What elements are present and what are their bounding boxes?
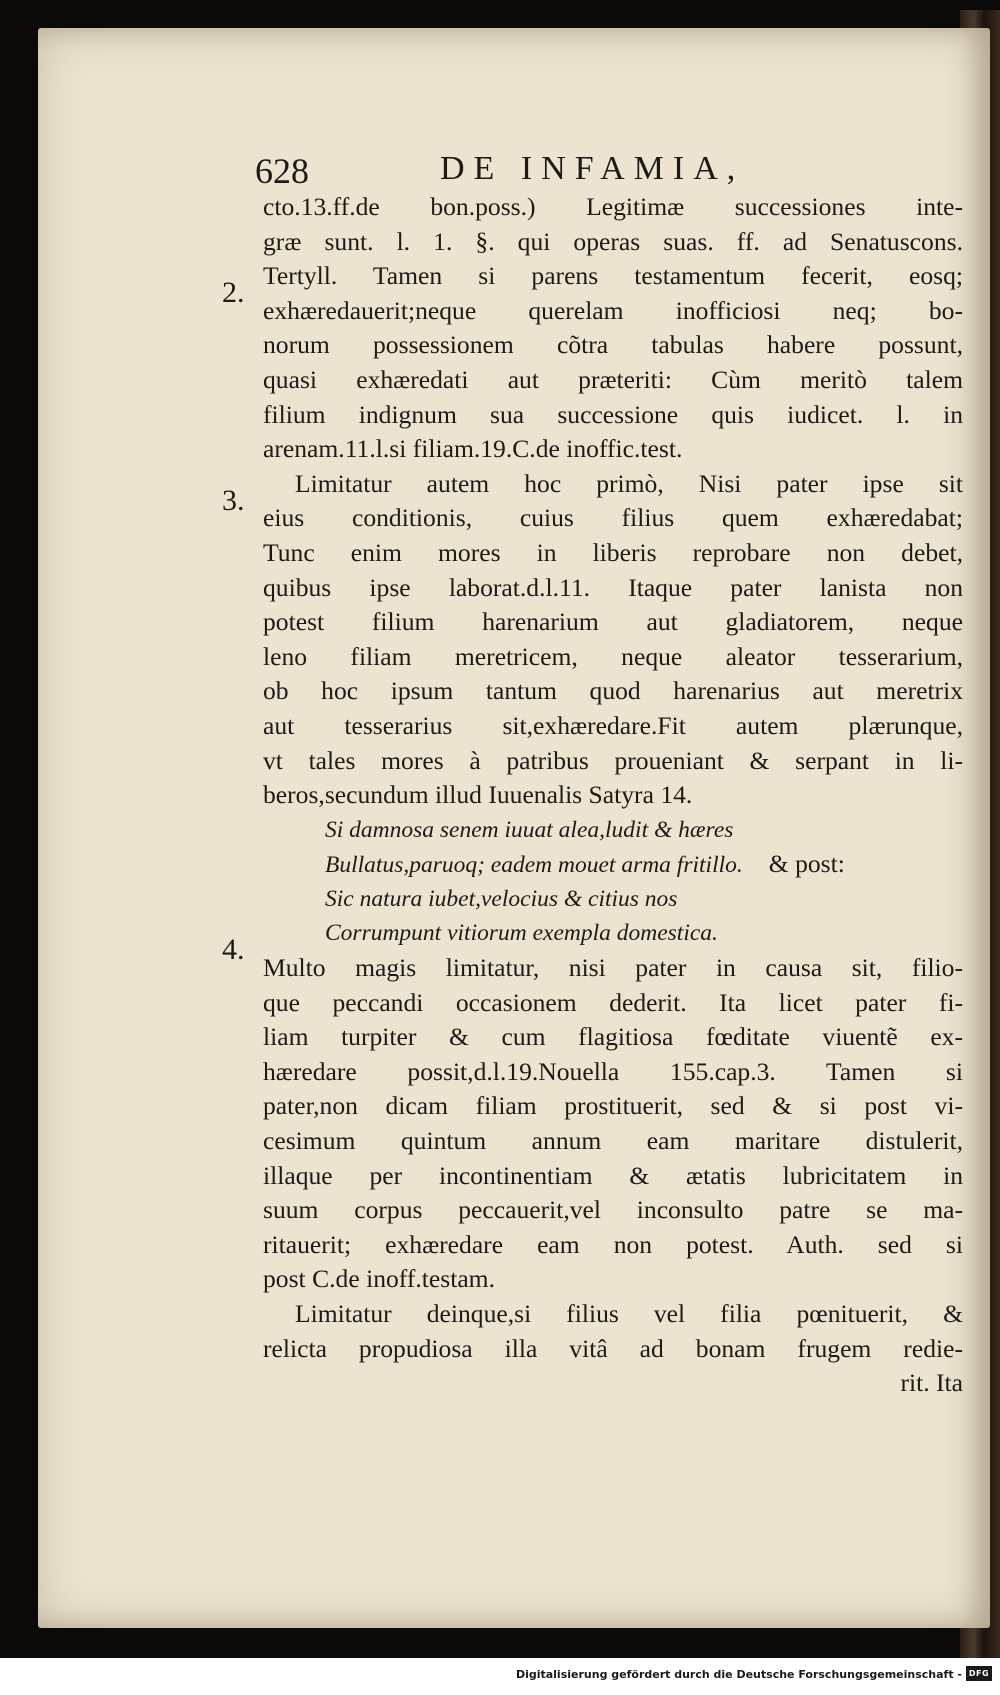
text-line: cto.13.ff.de bon.poss.) Legitimæ successiones inte- (263, 192, 963, 221)
text-line: liam turpiter & cum flagitiosa fœditate viuentẽ ex- (263, 1022, 963, 1052)
text-line: leno filiam meretricem, neque aleator tesserarium, (263, 641, 963, 671)
running-head: DE INFAMIA, (440, 150, 745, 187)
text-line: Limitatur autem hoc primò, Nisi pater ipse sit (295, 468, 963, 498)
text-line: illaque per incontinentiam & ætatis lubricitatem in (263, 1160, 963, 1190)
text-line: cesimum quintum annum eam maritare distulerit, (263, 1126, 963, 1156)
verse-line: Sic natura iubet,velocius & citius nos (325, 885, 678, 912)
text-line: ritauerit; exhæredare eam non potest. Auth. sed si (263, 1229, 963, 1259)
text-line: aut tesserarius sit,exhæredare.Fit autem plærunque, (263, 710, 963, 740)
verse-line: Si damnosa senem iuuat alea,ludit & hæres (325, 816, 734, 843)
text-line: vt tales mores à patribus proueniant & serpant in li- (263, 745, 963, 775)
text-line: quibus ipse laborat.d.l.11. Itaque pater lanista non (263, 572, 963, 602)
text-line: eius conditionis, cuius filius quem exhæredabat; (263, 503, 963, 533)
text-line: Multo magis limitatur, nisi pater in causa sit, filio- (263, 953, 963, 983)
text-line: beros,secundum illud Iuuenalis Satyra 14. (263, 780, 693, 810)
page-header (255, 150, 815, 194)
text-line: norum possessionem cõtra tabulas habere possunt, (263, 330, 963, 360)
text-line: filium indignum sua successione quis iudicet. l. in (263, 399, 963, 429)
verse-line: Corrumpunt vitiorum exempla domestica. (325, 920, 718, 947)
text-line: Limitatur deinque,si filius vel filia pœnituerit, & (295, 1299, 963, 1328)
footer (0, 1658, 1000, 1695)
text-line: potest filium harenarium aut gladiatorem, neque (263, 607, 963, 637)
body-text (263, 190, 963, 1401)
catchword-line: rit. Ita (900, 1368, 963, 1398)
text-line: ob hoc ipsum tantum quod harenarius aut meretrix (263, 676, 963, 706)
verse-text: Bullatus,paruoq; eadem mouet arma fritillo. (325, 852, 743, 879)
margin-number-2: 2. (222, 276, 245, 309)
text-line: arenam.11.l.si filiam.19.C.de inoffic.test. (263, 434, 683, 464)
margin-number-3: 3. (222, 484, 245, 517)
text-line: græ sunt. l. 1. §. qui operas suas. ff. ad Senatuscons. (263, 226, 963, 256)
funding-credit: Digitalisierung gefördert durch die Deutsche Forschungsgemeinschaft - (515, 1668, 962, 1681)
text-line: Tunc enim mores in liberis reprobare non debet, (263, 537, 963, 567)
text-line: relicta propudiosa illa vitâ ad bonam frugem redie- (263, 1333, 963, 1363)
verse-line (263, 847, 963, 882)
text-line: Tertyll. Tamen si parens testamentum fecerit, eosq; (263, 261, 963, 291)
text-line: exhæredauerit;neque querelam inofficiosi neq; bo- (263, 295, 963, 325)
text-line: que peccandi occasionem dederit. Ita licet pater fi- (263, 987, 963, 1017)
page-number: 628 (255, 151, 309, 191)
text-line: hæredare possit,d.l.19.Nouella 155.cap.3. Tamen si (263, 1056, 963, 1086)
text-line: pater,non dicam filiam prostituerit, sed & si post vi- (263, 1091, 963, 1121)
text-line: suum corpus peccauerit,vel inconsulto patre se ma- (263, 1195, 963, 1225)
dfg-logo-icon: DFG (966, 1666, 992, 1681)
margin-number-4: 4. (222, 933, 245, 966)
text-line: post C.de inoff.testam. (263, 1264, 495, 1294)
verse-continuation: & post: (768, 849, 845, 879)
text-line: quasi exhæredati aut præteriti: Cùm meritò talem (263, 364, 963, 394)
